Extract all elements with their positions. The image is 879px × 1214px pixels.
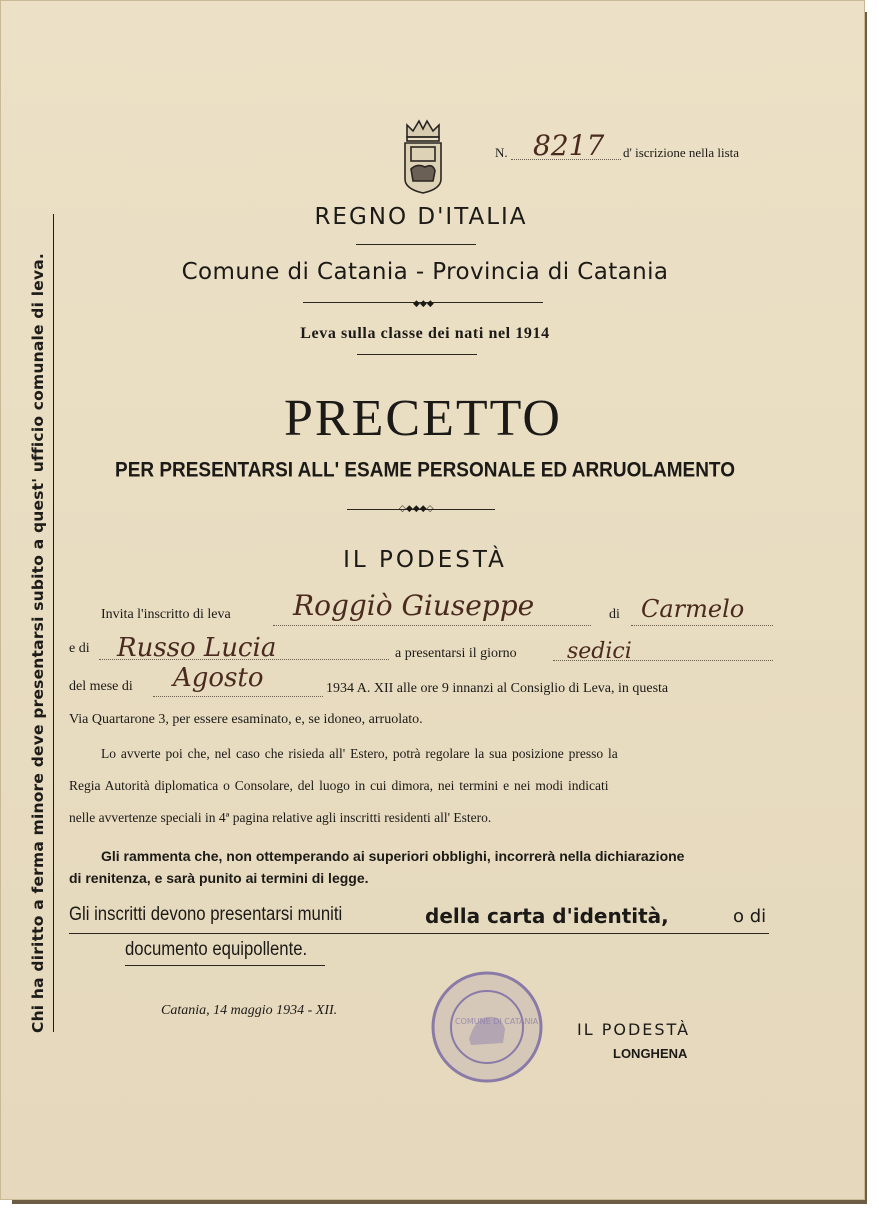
- month-dotline: [153, 696, 323, 697]
- para-3-part-b: della carta d'identità,: [425, 904, 669, 928]
- rule-1: [356, 244, 476, 245]
- mother-name: Russo Lucia: [117, 633, 277, 663]
- mese-label: del mese di: [69, 679, 133, 694]
- di-label: di: [609, 607, 620, 622]
- para-3-line-2: documento equipollente.: [125, 939, 308, 960]
- para-1-line-1: Lo avverte poi che, nel caso che risieda all' Estero, potrà regolare la sua posizione presso la: [101, 746, 618, 761]
- presentarsi-label: a presentarsi il giorno: [395, 646, 517, 661]
- inscritto-name: Roggiò Giuseppe: [293, 589, 535, 622]
- invita-label: Invita l'inscritto di leva: [101, 607, 231, 622]
- list-number-value: 8217: [533, 129, 605, 162]
- para-3-underline-1: [69, 933, 769, 934]
- stamp-text: COMUNE DI CATANIA: [455, 1017, 539, 1026]
- month-value: Agosto: [173, 663, 264, 693]
- rule-3: [357, 354, 477, 355]
- para-1-line-2: Regia Autorità diplomatica o Consolare, del luogo in cui dimora, nei termini e nei modi indicati: [69, 778, 609, 793]
- day-value: sedici: [567, 639, 632, 664]
- para-3-part-c: o di: [733, 906, 767, 927]
- place-date: Catania, 14 maggio 1934 - XII.: [161, 1003, 338, 1018]
- coat-of-arms-icon: [399, 117, 447, 195]
- para-3-part-a: Gli inscritti devono presentarsi muniti: [69, 904, 343, 925]
- para-2-line-1: Gli rammenta che, non ottemperando ai superiori obblighi, incorrerà nella dichiarazione: [101, 848, 685, 864]
- para-3-underline-2: [125, 965, 325, 966]
- signature-title: IL PODESTÀ: [577, 1020, 691, 1039]
- document-subtitle: PER PRESENTARSI ALL' ESAME PERSONALE ED ARRUOLAMENTO: [115, 458, 735, 482]
- kingdom-heading: REGNO D'ITALIA: [314, 204, 528, 230]
- authority-heading: IL PODESTÀ: [343, 547, 507, 573]
- ornament-1: ◆◆◆: [413, 298, 434, 308]
- form-line-4: Via Quartarone 3, per essere esaminato, e, se idoneo, arruolato.: [69, 712, 423, 727]
- signature-name: LONGHENA: [613, 1046, 688, 1061]
- official-stamp-icon: [429, 969, 545, 1085]
- comune-heading: Comune di Catania - Provincia di Catania: [181, 259, 669, 285]
- e-di-label: e di: [69, 641, 90, 656]
- father-name: Carmelo: [641, 595, 745, 623]
- document-title: PRECETTO: [284, 390, 562, 447]
- para-1-line-3: nelle avvertenze speciali in 4ª pagina relative agli inscritti residenti all' Estero.: [69, 810, 492, 825]
- ornament-2: ◇◆◆◆◇: [399, 503, 434, 513]
- side-note: Chi ha diritto a ferma minore deve presentarsi subito a quest' ufficio comunale di leva.: [29, 253, 47, 1033]
- leva-heading: Leva sulla classe dei nati nel 1914: [300, 325, 550, 342]
- father-dotline: [631, 625, 773, 626]
- name-dotline: [273, 625, 591, 626]
- form-line-3-rest: 1934 A. XII alle ore 9 innanzi al Consiglio di Leva, in questa: [326, 681, 669, 696]
- para-2-line-2: di renitenza, e sarà punito ai termini di legge.: [69, 870, 369, 886]
- list-number-suffix: d' iscrizione nella lista: [623, 145, 740, 160]
- list-number-prefix: N.: [495, 145, 508, 160]
